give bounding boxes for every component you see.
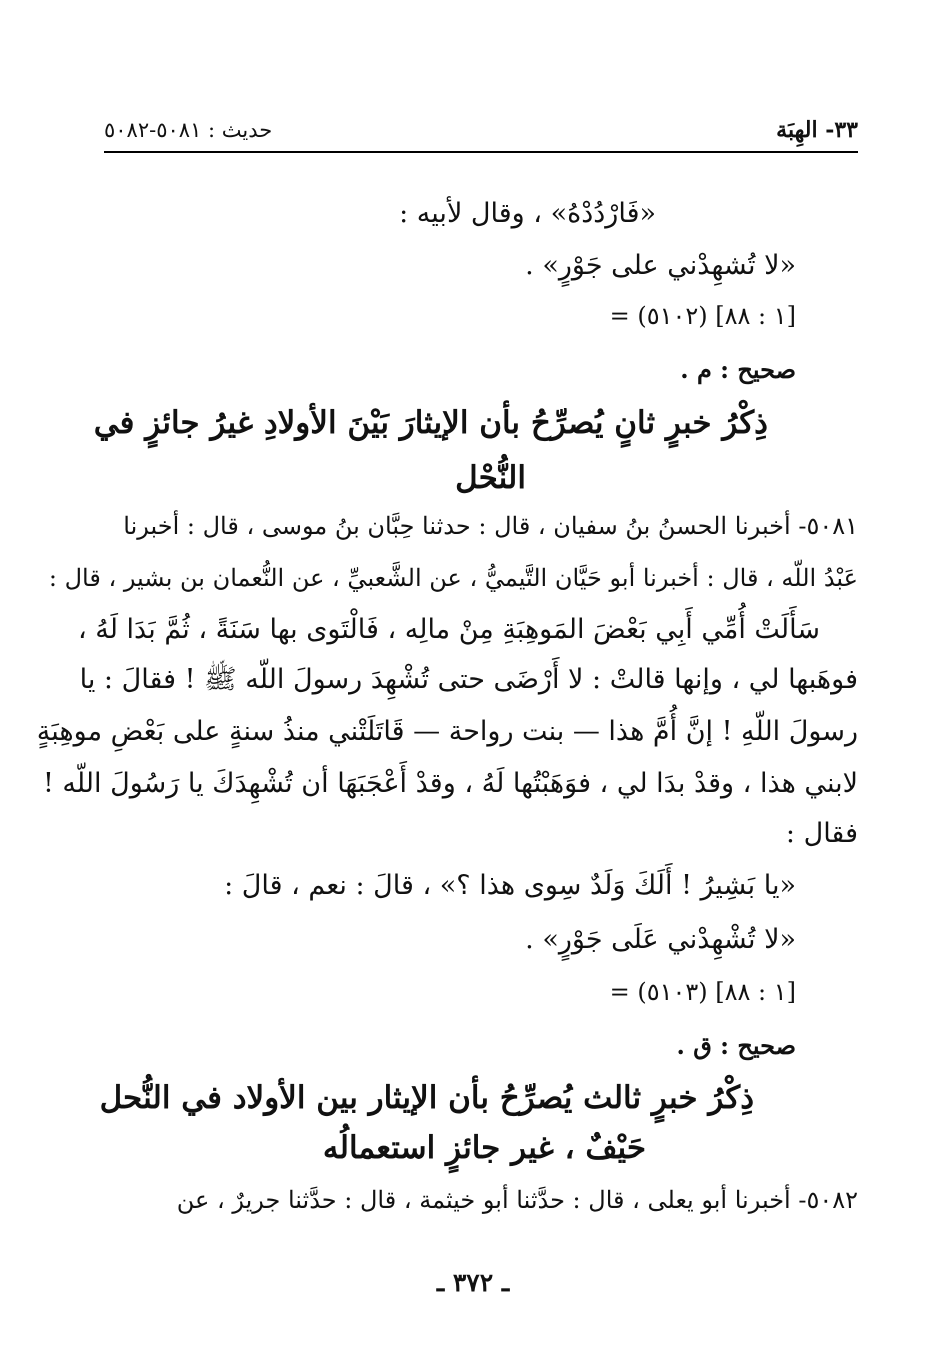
reference-line: = (٥١٠٣) [١ : ٨٨] — [609, 978, 796, 1006]
grading-line: صحيح : م . — [680, 355, 796, 384]
text-line: «يا بَشِيرُ ! أَلَكَ وَلَدٌ سِوى هذا ؟» ، قالَ : نعم ، قالَ : — [224, 870, 796, 901]
section-title: حَيْفٌ ، غير جائزٍ استعمالُه — [322, 1130, 646, 1166]
isnad-line: ٥٠٨١- أخبرنا الحسنُ بنُ سفيان ، قال : حدثنا حِبَّان بنُ موسى ، قال : أخبرنا — [123, 512, 858, 540]
text-line: لابني هذا ، وقدْ بدَا لي ، فوَهَبْتُها لَهُ ، وقدْ أَعْجَبَهَا أن تُشْهِدَكَ يا رَسُولَ اللّه ! — [42, 768, 858, 799]
text-line: سَأَلَتْ أُمِّي أَبِي بَعْضَ المَوهِبَةِ مِنْ مالِه ، فَالْتَوى بها سَنَةً ، ثُمَّ بَدَا لَهُ ، — [77, 614, 820, 645]
grading-line: صحيح : ق . — [676, 1031, 796, 1060]
text-line: فوهَبها لي ، وإنها قالتْ : لا أَرْضَى حتى تُشْهِدَ رسولَ اللّه ﷺ ! فقالَ : يا — [79, 664, 858, 695]
reference-line: = (٥١٠٢) [١ : ٨٨] — [609, 302, 796, 330]
header-rule — [104, 151, 858, 153]
page-number: ـ ٣٧٢ ـ — [436, 1268, 510, 1297]
text-line: رسولَ اللّهِ ! إنَّ أُمَّ هذا — بنت رواحة — قَاتَلَتْني منذُ سنةٍ على بَعْضِ موهِبَةٍ — [36, 716, 858, 747]
text-line: فقال : — [785, 818, 858, 849]
text-line: «لا تُشْهِدْني عَلَى جَوْرٍ» . — [525, 924, 796, 955]
section-title: ذِكْرُ خبرٍ ثانٍ يُصرِّحُ بأن الإيثارَ بَيْنَ الأولادِ غيرُ جائزٍ في — [93, 405, 768, 441]
isnad-line: عَبْدُ اللّه ، قال : أخبرنا أبو حَيَّان التَّيميُّ ، عن الشَّعبيِّ ، عن النُّعمان بن بشير ، قال : — [48, 564, 858, 592]
text-line: «لا تُشهِدْني على جَوْرٍ» . — [525, 250, 796, 281]
section-title: النُّحْل — [455, 460, 526, 496]
text-line: «فَارْدُدْهُ» ، وقال لأبيه : — [399, 198, 656, 229]
section-title: ذِكْرُ خبرٍ ثالث يُصرِّحُ بأن الإيثار بين الأولاد في النُّحل — [99, 1080, 754, 1116]
chapter-header: ٣٣- الهِبَة — [776, 117, 858, 143]
isnad-line: ٥٠٨٢- أخبرنا أبو يعلى ، قال : حدَّثنا أبو خيثمة ، قال : حدَّثنا جريرٌ ، عن — [176, 1186, 858, 1214]
hadith-range-header: حديث : ٥٠٨١-٥٠٨٢ — [104, 118, 273, 142]
